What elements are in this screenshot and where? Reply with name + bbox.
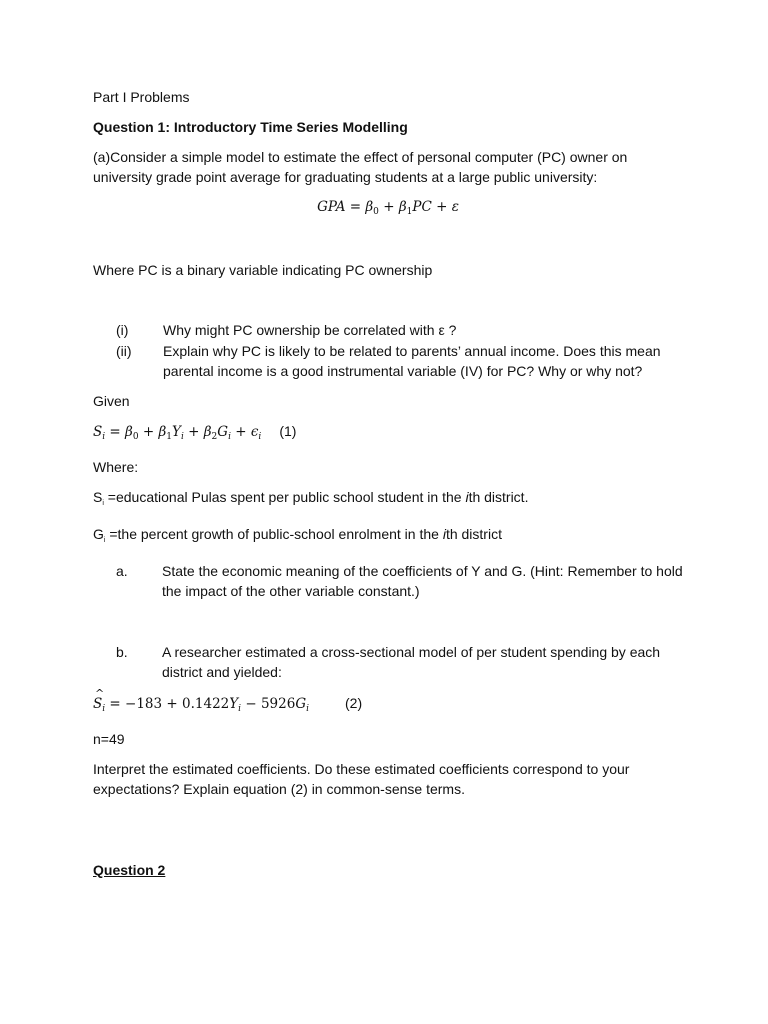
gpa-beta0: β [365, 199, 374, 215]
s-definition [93, 487, 683, 514]
s-def-text-a: =educational Pulas spent per public school student in the [103, 489, 466, 505]
gpa-beta1: β [398, 199, 407, 215]
list-item [93, 341, 683, 381]
s-def-i: i [465, 489, 469, 505]
list-item-number: (i) [116, 322, 129, 338]
eq1-part-a: = β [105, 424, 133, 440]
g-def-i: i [442, 526, 446, 542]
gpa-equals: = [345, 199, 366, 215]
eq1-b2-sub: 2 [211, 432, 218, 442]
g-def-sub: i [103, 537, 106, 544]
equation-1 [93, 421, 683, 447]
eq2-s-sub: i [102, 704, 106, 714]
question-1-heading: Question 1: Introductory Time Series Modelling [93, 119, 408, 135]
question-2-heading: Question 2 [93, 862, 166, 878]
equation-2 [93, 693, 683, 719]
list-item-a [93, 561, 683, 601]
eq2-y-sub: i [238, 704, 242, 714]
gpa-beta0-sub: 0 [373, 207, 379, 217]
eq2-y: Y [229, 696, 239, 712]
s-def-letter: S [93, 489, 103, 505]
s-def-text-b: th district. [468, 489, 529, 505]
eq1-g-sub: i [228, 432, 231, 442]
list-item-b-text: A researcher estimated a cross-sectional model of per student spending by each district and yielded: [162, 644, 661, 680]
eq1-s: S [93, 424, 103, 440]
gpa-pc: PC [412, 199, 432, 215]
list-item-b [93, 642, 683, 682]
s-def-sub: i [102, 500, 104, 507]
eq1-e-sub: i [258, 432, 262, 442]
roman-list [93, 320, 683, 381]
gpa-equation [93, 197, 683, 222]
eq1-y: Y [172, 424, 181, 440]
eq1-b1-sub: 1 [166, 432, 173, 442]
eq2-part-b: − 5926 [241, 696, 296, 712]
equation-2-tag: (2) [345, 695, 363, 711]
eq1-part-b: + β [138, 424, 167, 440]
list-item [93, 320, 683, 340]
eq1-s-sub: i [102, 432, 106, 442]
eq1-y-sub: i [180, 432, 184, 442]
list-item-text: Why might PC ownership be correlated with ε ? [163, 322, 457, 338]
g-def-text-a: =the percent growth of public-school enrolment in the [105, 526, 443, 542]
g-def-letter: G [93, 526, 104, 542]
gpa-plus-1: + [378, 199, 399, 215]
eq2-g: G [295, 696, 307, 712]
gpa-plus-2: + [431, 199, 452, 215]
equation-1-tag: (1) [279, 423, 297, 439]
list-item-number: (ii) [116, 343, 132, 359]
interpret-text: Interpret the estimated coefficients. Do these estimated coefficients correspond to your expectations? Explain equation (2) in common-sense terms. [93, 761, 630, 797]
g-definition [93, 524, 683, 551]
sample-size: n=49 [93, 731, 125, 747]
g-def-text-b: th district [445, 526, 502, 542]
eq1-g: G [217, 424, 229, 440]
eq2-part-a: = −183 + 0.1422 [105, 696, 230, 712]
where-pc-text: Where PC is a binary variable indicating PC ownership [93, 262, 433, 278]
list-item-text: Explain why PC is likely to be related to parents’ annual income. Does this mean parental income is a good instrumental variable (IV) for PC? Why or why not? [163, 343, 661, 379]
eq2-g-sub: i [306, 704, 310, 714]
gpa-beta1-sub: 1 [406, 207, 413, 217]
eq1-part-d: + ϵ [230, 424, 259, 440]
list-item-a-text: State the economic meaning of the coefficients of Y and G. (Hint: Remember to hold the impact of the other variable constant.) [162, 563, 683, 599]
eq1-b0-sub: 0 [132, 432, 139, 442]
eq2-s-hat: ^ S [93, 694, 102, 714]
list-item-b-number: b. [116, 644, 128, 660]
document-page [93, 87, 683, 880]
part-title: Part I Problems [93, 89, 190, 105]
eq1-part-c: + β [183, 424, 212, 440]
list-item-a-number: a. [116, 563, 128, 579]
gpa-epsilon: ε [451, 199, 459, 215]
gpa-lhs: GPA [317, 199, 346, 215]
where-label: Where: [93, 459, 139, 475]
question-1a-intro: (a)Consider a simple model to estimate the effect of personal computer (PC) owner on university grade point average for graduating students at a large public university: [93, 149, 628, 185]
given-label: Given [93, 393, 130, 409]
